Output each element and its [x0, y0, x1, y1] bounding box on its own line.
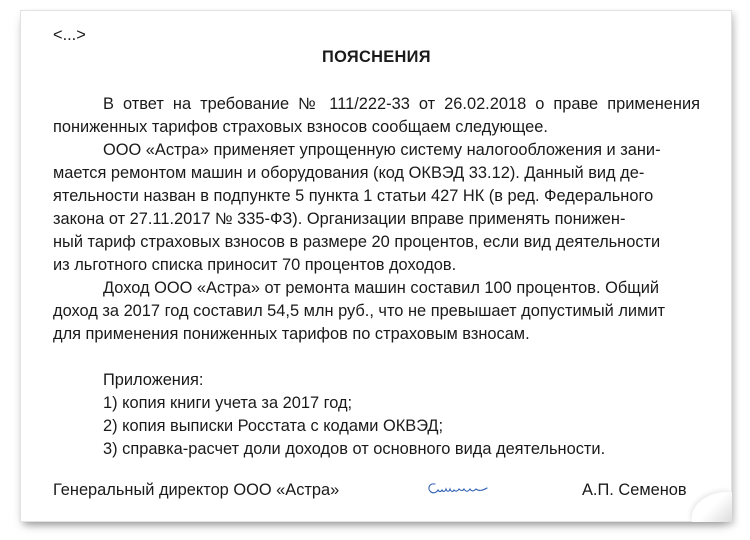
body-line: из льготного списка приносит 70 процентов доходов.	[53, 256, 457, 274]
attachment-item: 2) копия выписки Росстата с кодами ОКВЭД;	[103, 417, 444, 435]
body-line: для применения пониженных тарифов по страховым взносам.	[53, 325, 530, 343]
handwritten-signature	[425, 479, 495, 499]
body-line: ООО «Астра» применяет упрощенную систему налогообложения и зани-	[103, 141, 661, 159]
body-line: доход за 2017 год составил 54,5 млн руб., что не превышает допустимый лимит	[53, 302, 666, 320]
body-line: ятельности назван в подпункте 5 пункта 1 статьи 427 НК (в ред. Федерального	[53, 187, 654, 205]
body-line: пониженных тарифов страховых взносов сообщаем следующее.	[53, 118, 548, 136]
body-line: мается ремонтом машин и оборудования (код ОКВЭД 33.12). Данный вид де-	[53, 164, 645, 182]
attachment-item: 1) копия книги учета за 2017 год;	[103, 394, 353, 412]
attachment-item: 3) справка-расчет доли доходов от основного вида деятельности.	[103, 440, 606, 458]
body-line: ный тариф страховых взносов в размере 20 процентов, если вид деятельности	[53, 233, 661, 251]
signer-position: Генеральный директор ООО «Астра»	[53, 481, 340, 499]
attachments-heading: Приложения:	[103, 371, 204, 389]
omission-marker: <...>	[53, 26, 86, 44]
signer-name: А.П. Семенов	[582, 481, 687, 499]
body-line: закона от 27.11.2017 № 335-ФЗ). Организации вправе применять понижен-	[53, 210, 626, 228]
body-line: Доход ООО «Астра» от ремонта машин составил 100 процентов. Общий	[103, 279, 660, 297]
body-line: В ответ на требование № 111/222-33 от 26.02.2018 о праве применения	[103, 95, 700, 113]
signature-stroke	[429, 484, 487, 493]
document-title: ПОЯСНЕНИЯ	[322, 48, 431, 66]
